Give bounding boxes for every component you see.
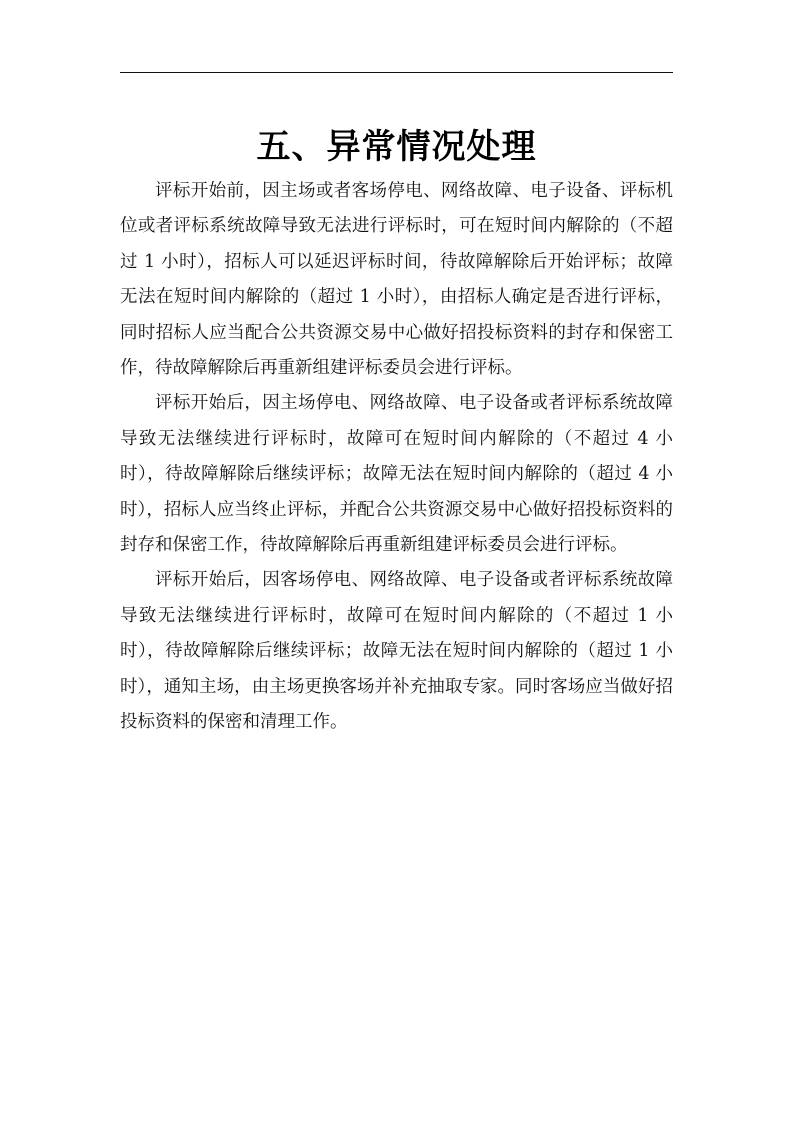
section-title: 五、异常情况处理: [256, 126, 537, 167]
paragraph-before-evaluation: 评标开始前，因主场或者客场停电、网络故障、电子设备、评标机位或者评标系统故障导致无法进行评标时，可在短时间内解除的（不超过 1 小时），招标人可以延迟评标时间，待故障解除后开始评标；故障无法在短时间内解除的（超过 1 小时），由招标人确定是否进行评标，同时招标人应当配合公共资源交易中心做好招投标资料的封存和保密工作，待故障解除后再重新组建评标委员会进行评标。: [120, 181, 673, 379]
paragraph-main-venue-failure: 评标开始后，因主场停电、网络故障、电子设备或者评标系统故障导致无法继续进行评标时，故障可在短时间内解除的（不超过 4 小时），待故障解除后继续评标；故障无法在短时间内解除的（超过 4 小时），招标人应当终止评标，并配合公共资源交易中心做好招投标资料的封存和保密工作，待故障解除后再重新组建评标委员会进行评标。: [120, 393, 673, 556]
document-body: [120, 174, 673, 741]
paragraph-guest-venue-failure: 评标开始后，因客场停电、网络故障、电子设备或者评标系统故障导致无法继续进行评标时，故障可在短时间内解除的（不超过 1 小时），待故障解除后继续评标；故障无法在短时间内解除的（超过 1 小时），通知主场，由主场更换客场并补充抽取专家。同时客场应当做好招投标资料的保密和清理工作。: [120, 570, 673, 733]
header-rule: [120, 72, 673, 73]
